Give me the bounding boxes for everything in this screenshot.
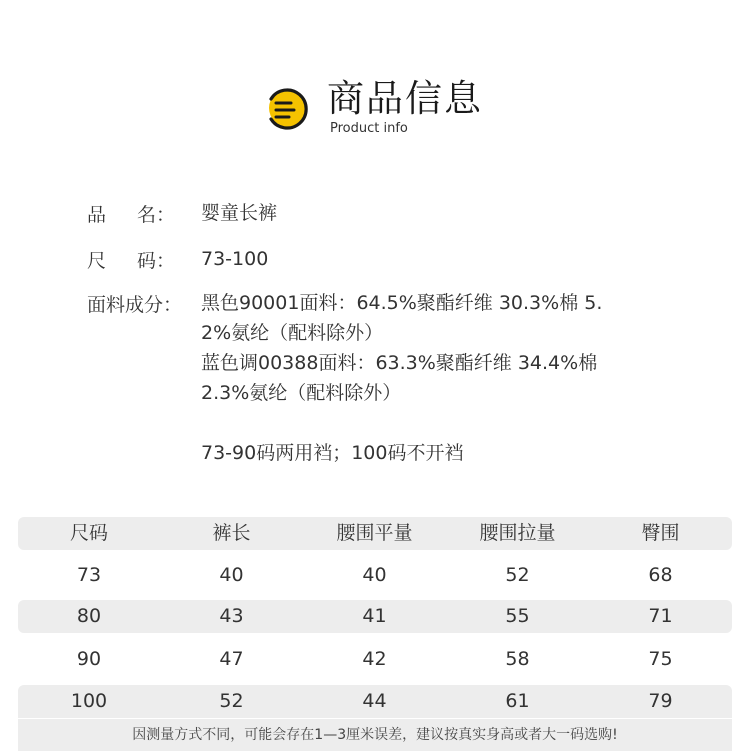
table-header-cell: 尺码 — [69, 522, 108, 544]
fabric-line: 2%氨纶（配料除外） — [201, 322, 384, 344]
measurement-note: 因测量方式不同，可能会存在1—3厘米误差，建议按真实身高或者大一码选购! — [18, 719, 732, 751]
table-cell: 52 — [505, 564, 530, 586]
table-cell: 100 — [70, 690, 108, 712]
table-cell: 73 — [76, 564, 102, 586]
size-label-char-1: 尺 — [87, 250, 107, 272]
table-cell: 43 — [219, 605, 244, 627]
table-cell: 58 — [505, 648, 530, 670]
table-row — [18, 559, 732, 592]
table-row — [18, 643, 732, 676]
table-header-cell: 裤长 — [212, 522, 251, 544]
size-value: 73-100 — [201, 248, 269, 270]
table-cell: 61 — [505, 690, 530, 712]
fabric-line: 蓝色调00388面料：63.3%聚酯纤维 34.4%棉 — [201, 352, 598, 374]
fabric-line: 黑色90001面料：64.5%聚酯纤维 30.3%棉 5. — [201, 292, 603, 314]
page-subtitle: Product info — [330, 121, 408, 136]
table-cell: 47 — [219, 648, 244, 670]
table-cell: 40 — [219, 564, 244, 586]
table-cell: 42 — [362, 648, 387, 670]
table-cell: 55 — [505, 605, 530, 627]
name-label-char-2: 名： — [136, 204, 175, 226]
crotch-note: 73-90码两用裆；100码不开裆 — [201, 442, 464, 464]
fabric-line: 2.3%氨纶（配料除外） — [201, 382, 402, 404]
table-cell: 40 — [362, 564, 387, 586]
table-cell: 41 — [362, 605, 387, 627]
doc-lines-icon — [263, 85, 311, 133]
fabric-value — [201, 288, 602, 408]
table-header-cell: 臀围 — [641, 522, 680, 544]
table-header-row — [18, 517, 732, 550]
table-cell: 44 — [362, 690, 387, 712]
table-cell: 79 — [648, 690, 673, 712]
name-label-char-1: 品 — [87, 204, 107, 226]
table-cell: 75 — [648, 648, 673, 670]
table-cell: 68 — [648, 564, 673, 586]
section-header — [263, 74, 523, 144]
table-row — [18, 685, 732, 718]
table-cell: 52 — [219, 690, 244, 712]
table-header-cell: 腰围拉量 — [479, 522, 556, 544]
name-value: 婴童长裤 — [201, 202, 278, 224]
table-row — [18, 600, 732, 633]
fabric-label: 面料成分： — [87, 294, 183, 316]
page-title: 商品信息 — [327, 77, 483, 120]
table-cell: 80 — [76, 605, 102, 627]
table-header-cell: 腰围平量 — [336, 522, 413, 544]
size-label-char-2: 码： — [136, 250, 175, 272]
table-cell: 90 — [76, 648, 102, 670]
table-cell: 71 — [648, 605, 673, 627]
